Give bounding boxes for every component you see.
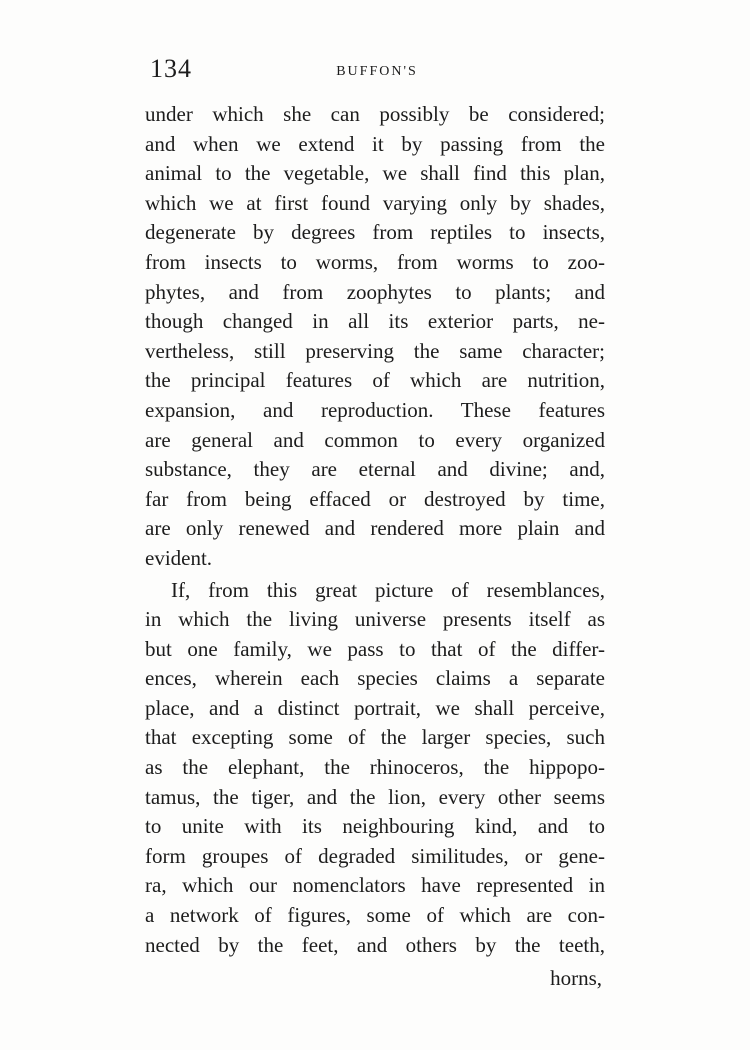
paragraph: [145, 576, 605, 961]
text-line: to unite with its neighbouring kind, and to: [145, 814, 605, 839]
text-line: but one family, we pass to that of the differ-: [145, 636, 605, 661]
text-line: that excepting some of the larger species, such: [145, 725, 605, 750]
text-line: ences, wherein each species claims a separate: [145, 666, 605, 691]
text-line: under which she can possibly be considered;: [145, 102, 605, 126]
text-line: in which the living universe presents itself as: [145, 607, 605, 632]
text-line: are general and common to every organized: [145, 427, 605, 452]
page-header: [150, 54, 604, 88]
text-line: nected by the feet, and others by the teeth,: [145, 932, 605, 957]
text-line: ra, which our nomenclators have represented in: [145, 873, 605, 898]
text-line: vertheless, still preserving the same character;: [145, 338, 605, 363]
text-line: animal to the vegetable, we shall find this plan,: [145, 161, 605, 186]
body-text: [145, 100, 605, 960]
text-line: as the elephant, the rhinoceros, the hippopo-: [145, 755, 605, 780]
text-line: are only renewed and rendered more plain and: [145, 516, 605, 541]
text-line: If, from this great picture of resemblances,: [171, 577, 605, 602]
running-head: BUFFON'S: [336, 64, 418, 79]
text-line: phytes, and from zoophytes to plants; and: [145, 279, 605, 304]
text-line: and when we extend it by passing from the: [145, 131, 605, 156]
text-line: though changed in all its exterior parts, ne-: [145, 309, 605, 334]
text-line: tamus, the tiger, and the lion, every other seems: [145, 784, 605, 809]
text-line: from insects to worms, from worms to zoo-: [145, 249, 605, 274]
text-line: which we at first found varying only by shades,: [145, 190, 605, 215]
text-line: the principal features of which are nutrition,: [145, 368, 605, 393]
text-line: place, and a distinct portrait, we shall perceive,: [145, 695, 605, 720]
text-line: substance, they are eternal and divine; and,: [145, 457, 605, 482]
text-line: a network of figures, some of which are con-: [145, 903, 605, 928]
text-line: evident.: [145, 545, 213, 570]
text-line: far from being effaced or destroyed by time,: [145, 486, 605, 511]
paragraph: [145, 100, 605, 574]
page-number: 134: [150, 54, 192, 83]
text-line: expansion, and reproduction. These features: [145, 397, 605, 422]
catchword: horns,: [550, 966, 602, 990]
text-line: form groupes of degraded similitudes, or gene-: [145, 843, 605, 868]
text-line: degenerate by degrees from reptiles to insects,: [145, 220, 605, 245]
